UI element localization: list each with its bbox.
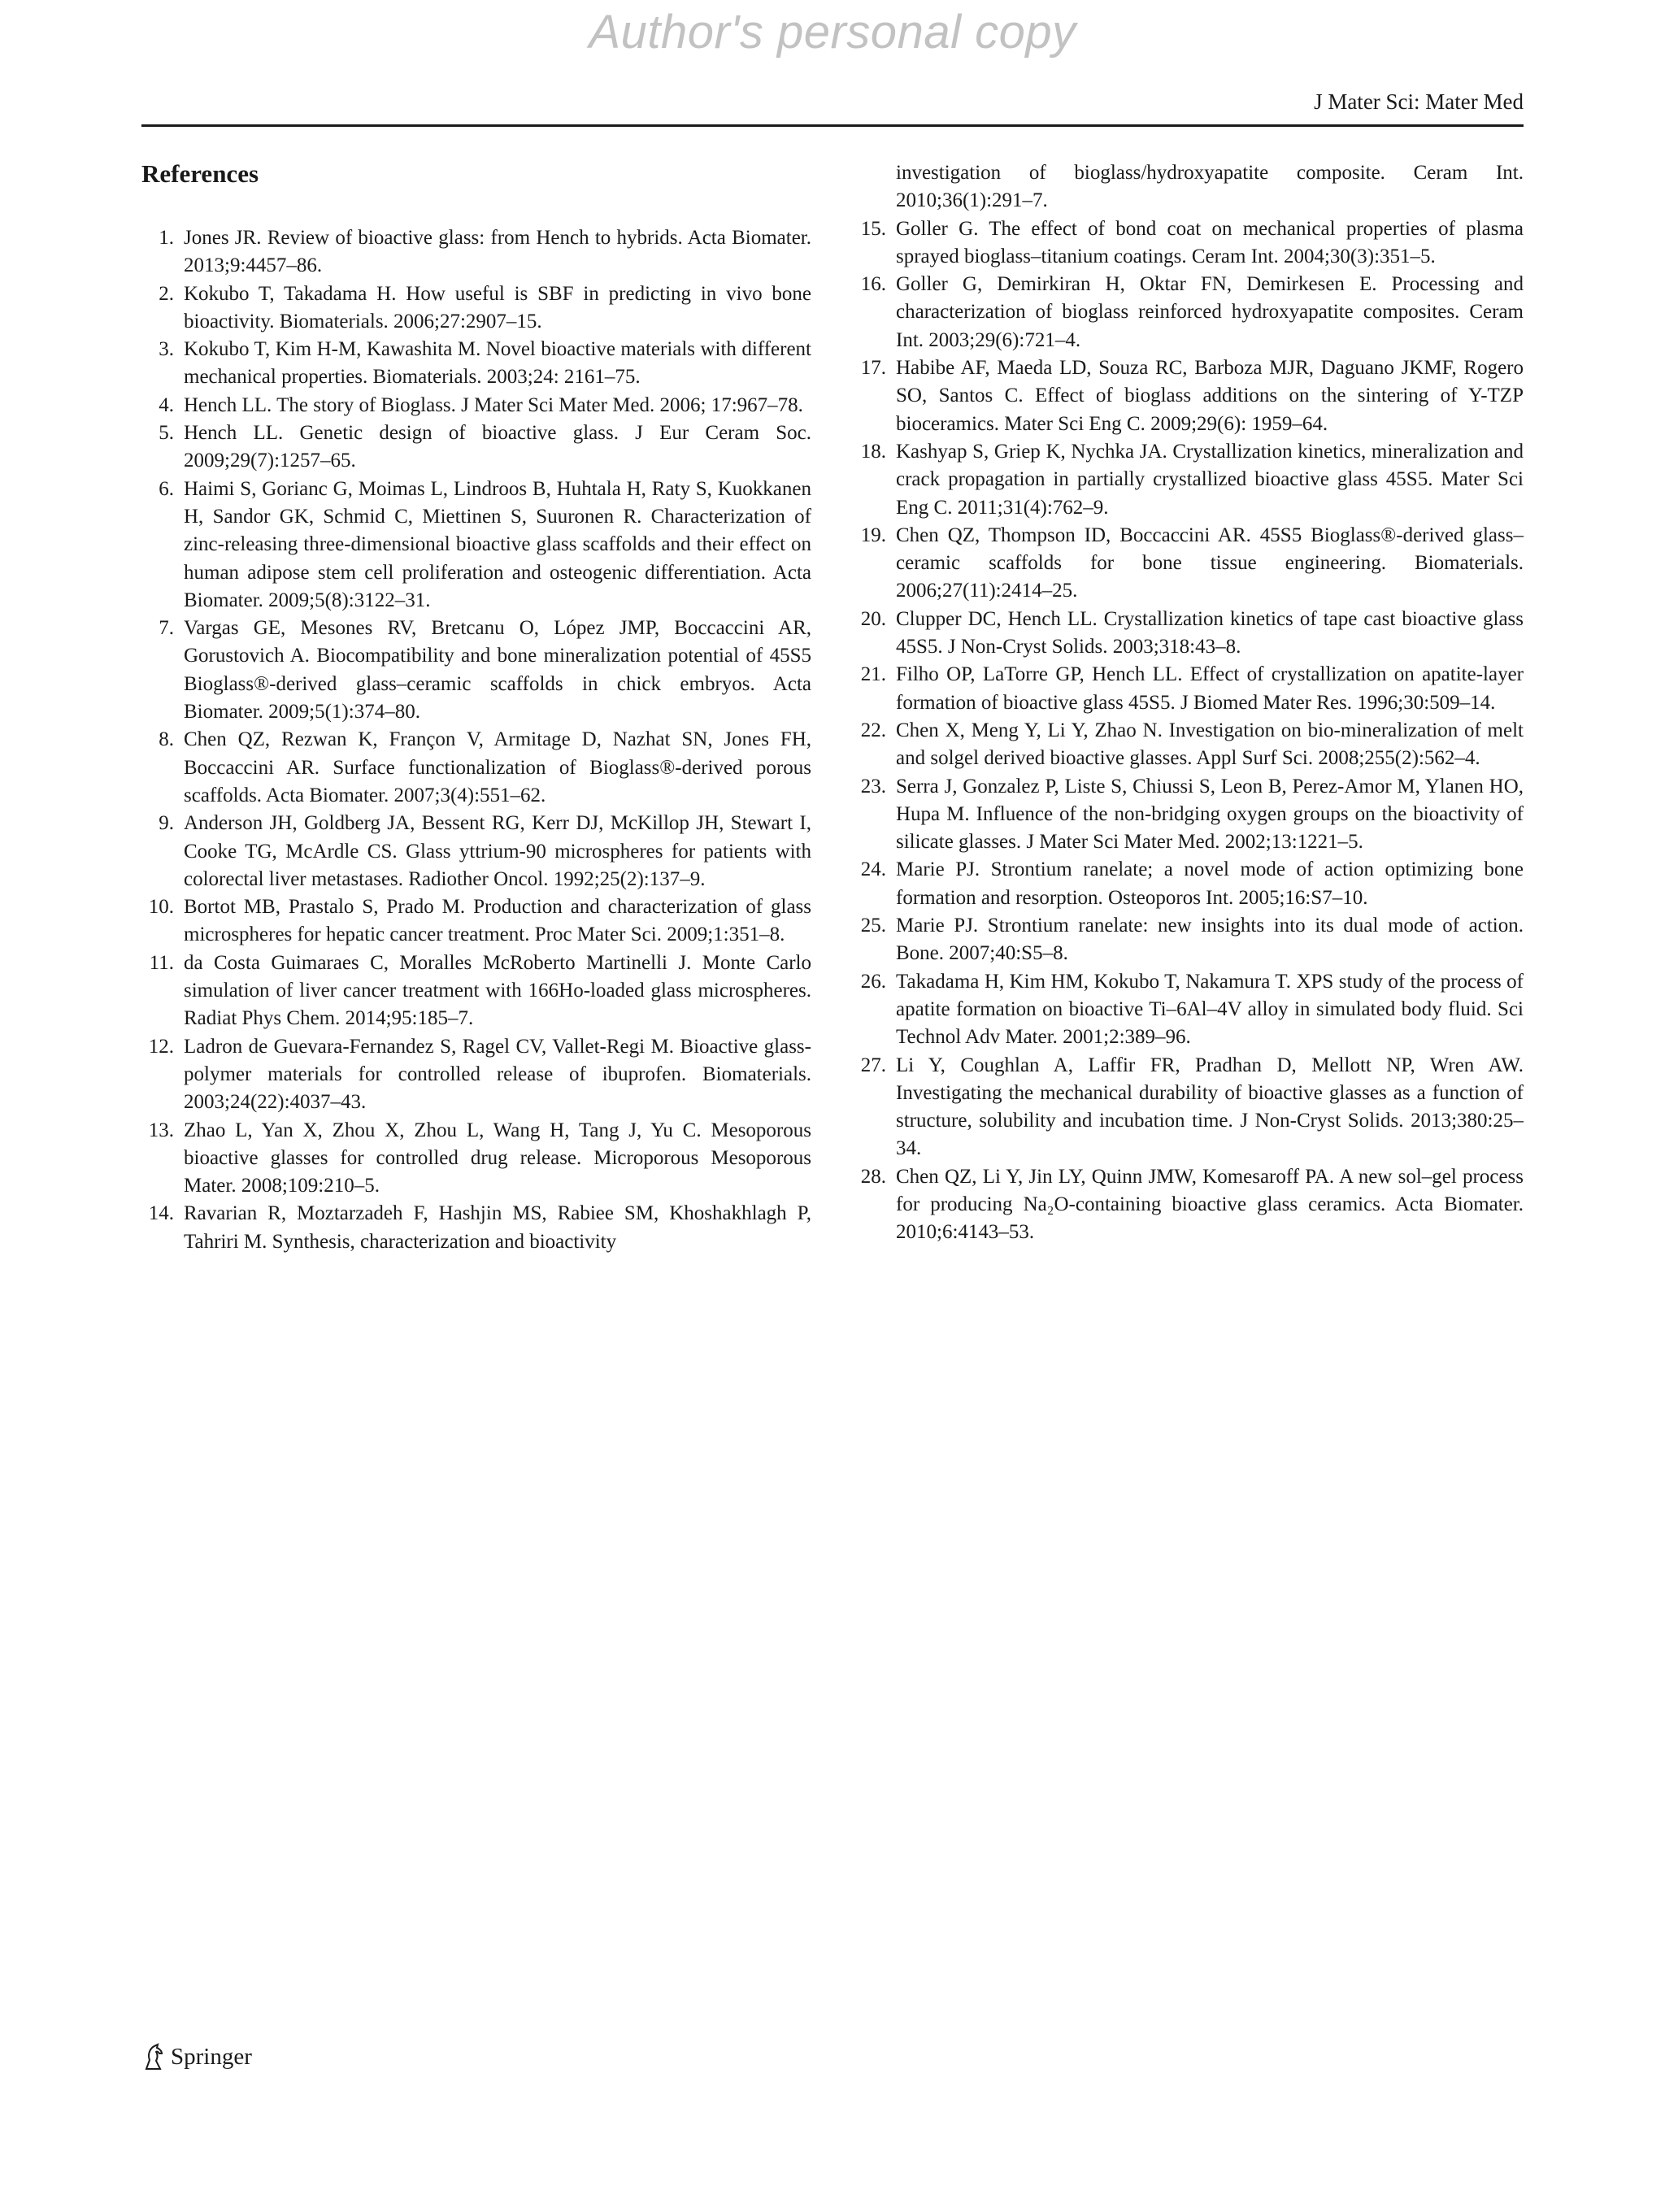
reference-number: 3. — [159, 338, 174, 361]
reference-item — [141, 1200, 811, 1256]
reference-number: 13. — [148, 1119, 174, 1141]
reference-text: Goller G. The effect of bond coat on mechanical properties of plasma sprayed bioglass–titanium coatings. Ceram Int. 2004;30(3):351–5. — [896, 217, 1524, 267]
reference-text: Hench LL. The story of Bioglass. J Mater Sci Mater Med. 2006; 17:967–78. — [184, 393, 803, 416]
reference-number: 26. — [860, 970, 886, 993]
reference-number: 4. — [159, 393, 174, 416]
reference-item — [854, 1163, 1524, 1247]
reference-item — [141, 476, 811, 615]
reference-text: Filho OP, LaTorre GP, Hench LL. Effect of crystallization on apatite-layer formation of bioactive glass 45S5. J Biomed Mater Res. 1996;30:509–14. — [896, 663, 1524, 714]
reference-item — [141, 1033, 811, 1117]
reference-text: Haimi S, Gorianc G, Moimas L, Lindroos B, Huhtala H, Raty S, Kuokkanen H, Sandor GK, Schmid C, Miettinen S, Suuronen R. Characterization of zinc-releasing three-dimensional bioactive glass scaffolds and their effect on human adipose stem cell proliferation and osteogenic differentiation. Acta Biomater. 2009;5(8):3122–31. — [184, 477, 811, 611]
reference-item — [141, 893, 811, 950]
reference-number: 24. — [860, 858, 886, 881]
reference-number: 22. — [860, 719, 886, 741]
reference-item — [854, 912, 1524, 968]
reference-number: 20. — [860, 607, 886, 630]
reference-continuation: investigation of bioglass/hydroxyapatite composite. Ceram Int. 2010;36(1):291–7. — [896, 162, 1524, 212]
reference-text: Vargas GE, Mesones RV, Bretcanu O, López JMP, Boccaccini AR, Gorustovich A. Biocompatibility and bone mineralization potential of 45S5 Bioglass®-derived glass–ceramic scaffolds in chick embryos. Acta Biomater. 2009;5(1):374–80. — [184, 617, 811, 724]
reference-text: Anderson JH, Goldberg JA, Bessent RG, Kerr DJ, McKillop JH, Stewart I, Cooke TG, McArdle CS. Glass yttrium-90 microspheres for patients with colorectal liver metastases. Radiother Oncol. 1992;25(2):137–9. — [184, 812, 811, 890]
reference-text: Chen QZ, Rezwan K, Françon V, Armitage D, Nazhat SN, Jones FH, Boccaccini AR. Surface functionalization of Bioglass®-derived porous scaffolds. Acta Biomater. 2007;3(4):551–62. — [184, 728, 811, 806]
reference-number: 27. — [860, 1054, 886, 1076]
reference-item — [854, 522, 1524, 606]
reference-item — [854, 856, 1524, 912]
reference-text: Marie PJ. Strontium ranelate; a novel mode of action optimizing bone formation and resorption. Osteoporos Int. 2005;16:S7–10. — [896, 858, 1524, 909]
reference-text: Chen X, Meng Y, Li Y, Zhao N. Investigation on bio-mineralization of melt and solgel derived bioactive glasses. Appl Surf Sci. 2008;255(2):562–4. — [896, 719, 1524, 770]
reference-text: Clupper DC, Hench LL. Crystallization kinetics of tape cast bioactive glass 45S5. J Non-Cryst Solids. 2003;318:43–8. — [896, 607, 1524, 658]
springer-horse-icon — [141, 2042, 166, 2071]
reference-number: 7. — [159, 617, 174, 640]
reference-item — [854, 354, 1524, 438]
reference-item — [141, 810, 811, 893]
references-left-column — [141, 224, 811, 1256]
reference-text: Chen QZ, Li Y, Jin LY, Quinn JMW, Komesaroff PA. A new sol–gel process for producing Na₂O-containing bioactive glass ceramics. Acta Biomater. 2010;6:4143–53. — [896, 1165, 1524, 1244]
reference-text: Jones JR. Review of bioactive glass: from Hench to hybrids. Acta Biomater. 2013;9:4457–86. — [184, 227, 811, 277]
reference-number: 8. — [159, 728, 174, 751]
reference-text: Chen QZ, Thompson ID, Boccaccini AR. 45S5 Bioglass®-derived glass–ceramic scaffolds for bone tissue engineering. Biomaterials. 2006;27(11):2414–25. — [896, 524, 1524, 602]
reference-item — [854, 215, 1524, 272]
reference-text: Li Y, Coughlan A, Laffir FR, Pradhan D, Mellott NP, Wren AW. Investigating the mechanical durability of bioactive glasses as a function of structure, solubility and incubation time. J Non-Cryst Solids. 2013;380:25–34. — [896, 1054, 1524, 1160]
reference-text: Hench LL. Genetic design of bioactive glass. J Eur Ceram Soc. 2009;29(7):1257–65. — [184, 422, 811, 472]
reference-item — [141, 615, 811, 726]
reference-number: 12. — [148, 1035, 174, 1058]
reference-number: 6. — [159, 477, 174, 500]
reference-item — [854, 438, 1524, 522]
references-right-column — [854, 159, 1524, 1247]
reference-number: 2. — [159, 282, 174, 305]
reference-text: Marie PJ. Strontium ranelate: new insights into its dual mode of action. Bone. 2007;40:S5–8. — [896, 915, 1524, 965]
reference-text: Kokubo T, Takadama H. How useful is SBF in predicting in vivo bone bioactivity. Biomaterials. 2006;27:2907–15. — [184, 282, 811, 332]
reference-item — [141, 1117, 811, 1201]
reference-text: da Costa Guimaraes C, Moralles McRoberto Martinelli J. Monte Carlo simulation of liver cancer treatment with 166Ho-loaded glass microspheres. Radiat Phys Chem. 2014;95:185–7. — [184, 951, 811, 1030]
reference-number: 5. — [159, 422, 174, 445]
reference-item — [141, 392, 811, 419]
reference-number: 10. — [148, 896, 174, 919]
reference-text: Goller G, Demirkiran H, Oktar FN, Demirkesen E. Processing and characterization of bioglass reinforced hydroxyapatite composites. Ceram Int. 2003;29(6):721–4. — [896, 273, 1524, 351]
reference-number: 1. — [159, 227, 174, 249]
header-rule — [141, 124, 1524, 127]
reference-item — [141, 336, 811, 392]
reference-item — [141, 419, 811, 476]
reference-text: Ladron de Guevara-Fernandez S, Ragel CV, Vallet-Regi M. Bioactive glass-polymer materials for controlled release of ibuprofen. Biomaterials. 2003;24(22):4037–43. — [184, 1035, 811, 1114]
reference-item — [854, 606, 1524, 662]
section-heading: References — [141, 159, 259, 188]
reference-number: 25. — [860, 915, 886, 937]
running-head: J Mater Sci: Mater Med — [1314, 89, 1524, 114]
reference-item — [141, 224, 811, 280]
reference-text: Kashyap S, Griep K, Nychka JA. Crystallization kinetics, mineralization and crack propagation in partially crystallized bioactive glass 45S5. Mater Sci Eng C. 2011;31(4):762–9. — [896, 440, 1524, 519]
reference-text: Bortot MB, Prastalo S, Prado M. Production and characterization of glass microspheres for hepatic cancer treatment. Proc Mater Sci. 2009;1:351–8. — [184, 896, 811, 946]
reference-number: 21. — [860, 663, 886, 686]
reference-number: 17. — [860, 357, 886, 380]
reference-number: 15. — [860, 217, 886, 240]
reference-text: Ravarian R, Moztarzadeh F, Hashjin MS, Rabiee SM, Khoshakhlagh P, Tahriri M. Synthesis, characterization and bioactivity — [184, 1202, 811, 1253]
reference-item — [854, 1052, 1524, 1163]
watermark: Author's personal copy — [589, 6, 1076, 59]
reference-item — [141, 950, 811, 1033]
reference-item — [854, 773, 1524, 857]
reference-number: 9. — [159, 812, 174, 835]
reference-text: Serra J, Gonzalez P, Liste S, Chiussi S, Leon B, Perez-Amor M, Ylanen HO, Hupa M. Influence of the non-bridging oxygen groups on the bioactivity of silicate glasses. J Mater Sci Mater Med. 2002;13:1221–5. — [896, 775, 1524, 854]
reference-item — [141, 280, 811, 337]
reference-text: Habibe AF, Maeda LD, Souza RC, Barboza MJR, Daguano JKMF, Rogero SO, Santos C. Effect of bioglass additions on the sintering of Y-TZP bioceramics. Mater Sci Eng C. 2009;29(6): 1959–64. — [896, 357, 1524, 435]
reference-item — [854, 661, 1524, 717]
reference-item — [854, 968, 1524, 1052]
reference-number: 11. — [149, 951, 174, 974]
reference-text: Zhao L, Yan X, Zhou X, Zhou L, Wang H, Tang J, Yu C. Mesoporous bioactive glasses for controlled drug release. Microporous Mesoporous Mater. 2008;109:210–5. — [184, 1119, 811, 1197]
reference-number: 18. — [860, 440, 886, 463]
reference-text: Kokubo T, Kim H-M, Kawashita M. Novel bioactive materials with different mechanical properties. Biomaterials. 2003;24: 2161–75. — [184, 338, 811, 389]
reference-item — [141, 726, 811, 810]
reference-number: 23. — [860, 775, 886, 797]
reference-number: 14. — [148, 1202, 174, 1225]
reference-text: Takadama H, Kim HM, Kokubo T, Nakamura T. XPS study of the process of apatite formation on bioactive Ti–6Al–4V alloy in simulated body fluid. Sci Technol Adv Mater. 2001;2:389–96. — [896, 970, 1524, 1049]
footer-publisher — [141, 2042, 252, 2071]
reference-item — [854, 717, 1524, 773]
reference-number: 28. — [860, 1165, 886, 1188]
reference-item — [854, 271, 1524, 354]
reference-number: 19. — [860, 524, 886, 546]
reference-number: 16. — [860, 273, 886, 296]
publisher-name: Springer — [171, 2043, 252, 2070]
